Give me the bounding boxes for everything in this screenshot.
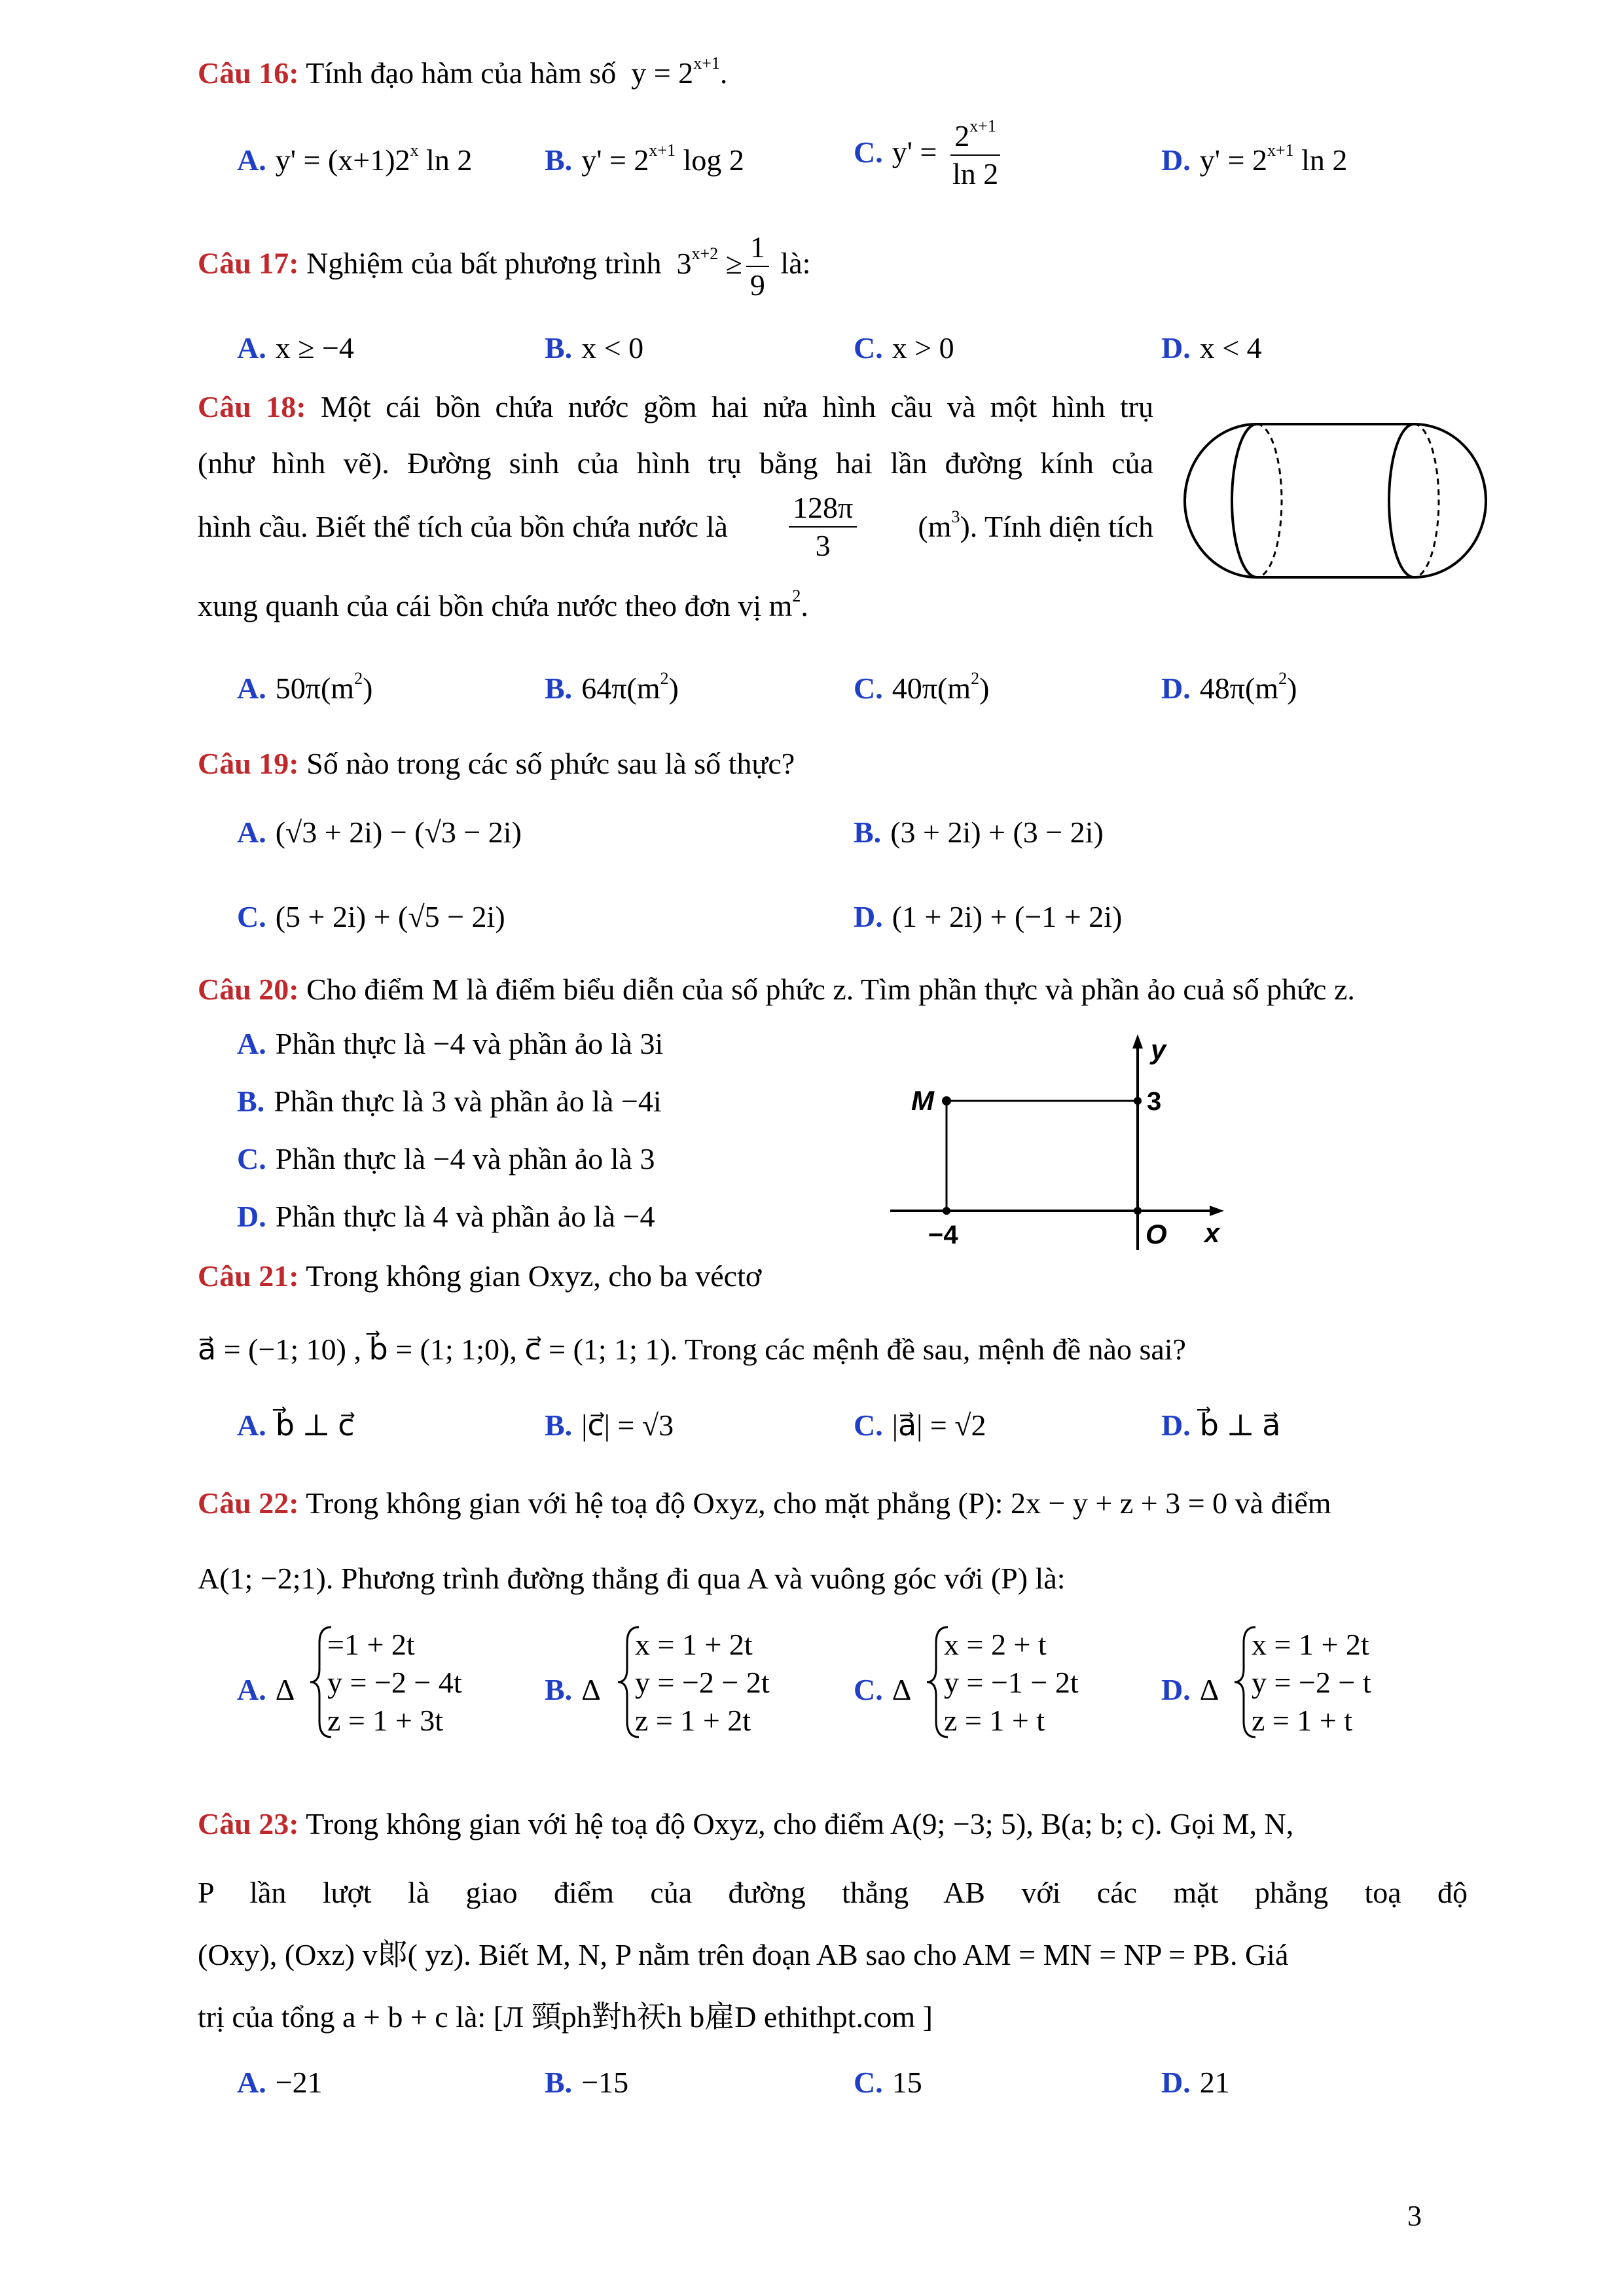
option-text: y' = 2	[1199, 143, 1267, 177]
question-16	[198, 52, 1468, 94]
option-letter: C.	[854, 672, 883, 705]
delta-symbol: Δ	[581, 1673, 601, 1706]
option-c[interactable]	[854, 1672, 911, 1707]
question-label: Câu 16:	[198, 56, 299, 90]
option-letter: B.	[545, 672, 573, 705]
option-letter: A.	[237, 1408, 266, 1442]
option-text: −21	[275, 2066, 323, 2099]
system-line: y = −2 − 2t	[635, 1666, 770, 1699]
question-21	[198, 1255, 1468, 1297]
right-visible-arc	[1389, 424, 1414, 577]
question-text: Trong không gian Oxyz, cho ba véctơ	[306, 1259, 762, 1293]
option-text: 15	[892, 2066, 922, 2099]
fraction	[789, 490, 857, 564]
delta-symbol: Δ	[1199, 1673, 1219, 1706]
option-letter: B.	[545, 1673, 573, 1706]
expr-base: y = 2	[631, 56, 694, 90]
question-line: (như hình vẽ). Đường sinh của hình trụ bằng hai lần đường kính của	[198, 446, 1153, 480]
question-text: Trong không gian với hệ toạ độ Oxyz, cho điểm A(9; −3; 5), B(a; b; c). Gọi M, N,	[306, 1807, 1294, 1840]
origin-label: O	[1146, 1219, 1167, 1249]
option-b[interactable]	[545, 143, 744, 177]
unit-sup: 2	[792, 586, 801, 605]
point-origin	[1134, 1207, 1142, 1215]
option-letter: A.	[237, 1673, 266, 1706]
option-text: 21	[1199, 2066, 1230, 2099]
option-text-end: )	[668, 672, 679, 705]
left-visible-arc	[1232, 424, 1257, 577]
option-letter: D.	[854, 900, 883, 933]
system-line: y = −2 − t	[1252, 1666, 1371, 1699]
option-letter: C.	[854, 135, 883, 169]
question-label: Câu 19:	[198, 747, 299, 780]
fraction-numerator: 128π	[789, 490, 857, 528]
expr-exponent: x+2	[691, 243, 719, 263]
y-axis-label: y	[1151, 1034, 1166, 1065]
option-text: b⃗ ⊥ a⃗	[1199, 1408, 1281, 1442]
option-sup: x+1	[1267, 141, 1294, 160]
question-line	[198, 585, 1153, 627]
expr-relation: ≥	[725, 246, 742, 280]
question-18	[198, 386, 1153, 627]
fraction-denominator: ln 2	[952, 157, 999, 190]
option-letter: C.	[854, 1408, 883, 1442]
question-23-line3: (Oxy), (Oxz) v郞( yz). Biết M, N, P nằm trên đoạn AB sao cho AM = MN = NP = PB. Giá	[198, 1938, 1289, 1971]
option-c[interactable]	[854, 1407, 986, 1443]
option-letter: A.	[237, 2066, 266, 2099]
option-d[interactable]	[1161, 1672, 1219, 1707]
expr-end: .	[719, 56, 728, 90]
option-d[interactable]	[237, 1199, 655, 1234]
left-hidden-arc	[1257, 424, 1282, 577]
question-text: Số nào trong các số phức sau là số thực?	[306, 747, 795, 780]
question-text-end: ). Tính diện tích	[960, 510, 1153, 543]
option-text-end: )	[363, 672, 373, 705]
question-23-line2: P lần lượt là giao điểm của đường thẳng AB với các mặt phẳng toạ độ	[198, 1876, 1468, 1909]
x-axis-label: x	[1204, 1217, 1220, 1248]
option-text-end: ln 2	[1293, 143, 1348, 177]
delta-symbol: Δ	[275, 1673, 295, 1706]
question-text-end: .	[801, 589, 808, 622]
option-c[interactable]	[854, 2065, 922, 2100]
option-letter: B.	[545, 2066, 573, 2099]
x-tick-label: −4	[928, 1221, 958, 1249]
question-label: Câu 23:	[198, 1807, 299, 1840]
question-17	[198, 229, 1468, 304]
option-text: (5 + 2i) + (√5 − 2i)	[275, 900, 505, 933]
question-label: Câu 18:	[198, 390, 306, 423]
option-text: 40π(m	[892, 672, 971, 705]
option-b[interactable]	[545, 671, 679, 706]
point-m-label: M	[911, 1085, 934, 1116]
page-number: 3	[1407, 2200, 1422, 2232]
option-text: Phần thực là 4 và phần ảo là −4	[275, 1200, 655, 1233]
question-text: Nghiệm của bất phương trình	[306, 246, 662, 280]
option-letter: A.	[237, 672, 266, 705]
option-letter: A.	[237, 331, 266, 365]
expr-base: 3	[676, 246, 692, 280]
option-b[interactable]	[854, 815, 1104, 850]
option-letter: C.	[854, 331, 883, 365]
option-text: 50π(m	[275, 672, 355, 705]
system-d	[1232, 1623, 1454, 1741]
option-b[interactable]	[237, 1084, 662, 1119]
option-text-end: )	[1287, 672, 1297, 705]
question-21-vectors: a⃗ = (−1; 10) , b⃗ = (1; 1;0), c⃗ = (1; 1; 1). Trong các mệnh đề sau, mệnh đề nào sai?	[198, 1333, 1186, 1366]
question-text: Tính đạo hàm của hàm số	[306, 56, 617, 90]
option-letter: A.	[237, 1027, 266, 1060]
question-text: Một cái bồn chứa nước gồm hai nửa hình cầu và một hình trụ	[320, 390, 1153, 423]
option-sup: 2	[1278, 669, 1288, 688]
option-c[interactable]	[854, 671, 989, 706]
option-b[interactable]	[545, 331, 643, 365]
option-text: x < 0	[581, 331, 644, 365]
question-line	[198, 386, 1153, 428]
fraction-numerator: 2	[954, 119, 970, 152]
expression	[624, 56, 728, 90]
option-letter: D.	[237, 1200, 266, 1233]
option-text: |a⃗| = √2	[892, 1408, 986, 1442]
option-text: x > 0	[892, 331, 954, 365]
option-text: Phần thực là −4 và phần ảo là 3	[275, 1142, 655, 1175]
question-label: Câu 17:	[198, 246, 299, 280]
option-letter: D.	[1161, 331, 1191, 365]
question-23-line4: trị của tổng a + b + c là: [Л 頸ph對h祆h b雇D ethithpt.com ]	[198, 2000, 933, 2034]
option-text: (√3 + 2i) − (√3 − 2i)	[275, 816, 522, 849]
option-a[interactable]	[237, 1407, 354, 1443]
option-letter: A.	[237, 143, 266, 177]
x-axis-arrow	[1210, 1206, 1224, 1216]
option-text-end: )	[979, 672, 990, 705]
option-text: x < 4	[1199, 331, 1262, 365]
option-b[interactable]	[545, 1407, 674, 1443]
y-tick-label: 3	[1147, 1087, 1162, 1116]
option-text: 48π(m	[1199, 672, 1279, 705]
option-letter: C.	[854, 1673, 883, 1706]
fraction-denominator: 3	[815, 529, 831, 562]
option-a[interactable]	[237, 671, 372, 706]
option-a[interactable]	[237, 2065, 323, 2100]
option-sup: 2	[971, 669, 980, 688]
point-m	[942, 1096, 951, 1105]
option-d[interactable]	[1161, 2065, 1230, 2100]
option-b[interactable]	[545, 1672, 601, 1707]
option-text: x ≥ −4	[275, 331, 354, 365]
option-letter: B.	[237, 1085, 265, 1118]
system-line: z = 1 + t	[944, 1704, 1045, 1737]
y-axis-arrow	[1132, 1034, 1143, 1049]
option-text: b⃗ ⊥ c⃗	[275, 1408, 355, 1442]
option-b[interactable]	[545, 2065, 628, 2100]
option-a[interactable]	[237, 1026, 663, 1061]
question-22-line2: A(1; −2;1). Phương trình đường thẳng đi qua A và vuông góc với (P) là:	[198, 1562, 1066, 1595]
option-letter: B.	[545, 1408, 573, 1442]
option-letter: C.	[854, 2066, 883, 2099]
fraction-numerator: 1	[746, 229, 769, 267]
option-sup: x+1	[649, 141, 676, 160]
option-text: Phần thực là −4 và phần ảo là 3i	[275, 1027, 664, 1060]
expression	[669, 230, 773, 302]
option-text: Phần thực là 3 và phần ảo là −4i	[274, 1085, 662, 1118]
option-sup: 2	[354, 669, 363, 688]
question-label: Câu 21:	[198, 1259, 299, 1293]
option-text: y' = 2	[581, 143, 649, 177]
option-text: (3 + 2i) + (3 − 2i)	[890, 816, 1104, 849]
system-line: x = 2 + t	[944, 1628, 1047, 1661]
expr-exponent: x+1	[693, 54, 720, 73]
system-line: x = 1 + 2t	[635, 1628, 753, 1661]
tank-figure	[1178, 419, 1492, 583]
question-20	[198, 969, 1494, 1011]
system-line: z = 1 + t	[1252, 1704, 1353, 1737]
option-c[interactable]	[237, 1141, 655, 1176]
question-text: xung quanh của cái bồn chứa nước theo đơn vị m	[198, 589, 793, 622]
option-sup: x	[410, 141, 419, 160]
question-text: hình cầu. Biết thể tích của bồn chứa nước là	[198, 510, 728, 543]
option-letter: D.	[1161, 1673, 1191, 1706]
option-d[interactable]	[1161, 143, 1347, 177]
system-a	[308, 1623, 530, 1741]
option-text: −15	[581, 2066, 629, 2099]
question-line	[198, 490, 1153, 564]
system-line: =1 + 2t	[327, 1628, 415, 1661]
option-text-end: ln 2	[418, 143, 473, 177]
option-sup: 2	[660, 669, 669, 688]
option-a[interactable]	[237, 815, 522, 850]
unit-sup: 3	[951, 507, 960, 526]
option-letter: C.	[237, 900, 266, 933]
option-letter: C.	[237, 1142, 266, 1175]
option-d[interactable]	[1161, 331, 1262, 365]
option-letter: B.	[854, 816, 882, 849]
option-text: y' = (x+1)2	[275, 143, 410, 177]
option-text-end: log 2	[676, 143, 744, 177]
option-letter: D.	[1161, 1408, 1191, 1442]
option-text: |c⃗| = √3	[581, 1408, 674, 1442]
question-label: Câu 20:	[198, 973, 299, 1006]
option-letter: D.	[1161, 143, 1191, 177]
delta-symbol: Δ	[892, 1673, 912, 1706]
option-letter: B.	[545, 331, 573, 365]
option-d[interactable]	[854, 899, 1122, 934]
fraction-denominator: 9	[749, 268, 765, 302]
system-line: z = 1 + 3t	[327, 1704, 444, 1737]
question-label: Câu 22:	[198, 1486, 299, 1520]
option-text: y' =	[892, 135, 937, 169]
option-letter: B.	[545, 143, 573, 177]
question-text: Cho điểm M là điểm biểu diễn của số phức z. Tìm phần thực và phần ảo cuả số phức z.	[306, 973, 1355, 1006]
option-c[interactable]	[854, 331, 954, 365]
question-text-end: là:	[780, 246, 811, 280]
system-c	[924, 1623, 1147, 1741]
option-d[interactable]	[1161, 1407, 1280, 1443]
system-line: z = 1 + 2t	[635, 1704, 751, 1737]
question-19	[198, 743, 1468, 785]
option-letter: D.	[1161, 2066, 1191, 2099]
numerator-sup: x+1	[969, 117, 996, 135]
complex-plane-figure	[890, 1034, 1257, 1270]
option-a[interactable]	[237, 143, 472, 177]
system-b	[615, 1623, 838, 1741]
fraction	[948, 118, 1002, 192]
unit-text: (m	[918, 510, 952, 543]
option-text: (1 + 2i) + (−1 + 2i)	[892, 900, 1123, 933]
system-line: x = 1 + 2t	[1252, 1628, 1369, 1661]
question-22	[198, 1482, 1468, 1524]
system-line: y = −2 − 4t	[327, 1666, 462, 1699]
option-d[interactable]	[1161, 671, 1297, 706]
system-line: y = −1 − 2t	[944, 1666, 1079, 1699]
option-c[interactable]	[854, 118, 1006, 192]
right-hidden-arc	[1414, 424, 1439, 577]
unit	[918, 506, 1153, 548]
point-x-4	[943, 1207, 950, 1215]
point-y3	[1134, 1097, 1142, 1105]
option-a[interactable]	[237, 1672, 295, 1707]
option-letter: A.	[237, 816, 266, 849]
question-text: Trong không gian với hệ toạ độ Oxyz, cho mặt phẳng (P): 2x − y + z + 3 = 0 và điểm	[306, 1486, 1331, 1520]
option-c[interactable]	[237, 899, 505, 934]
option-text: 64π(m	[581, 672, 660, 705]
option-letter: D.	[1161, 672, 1191, 705]
fraction	[746, 229, 769, 304]
question-23	[198, 1803, 1468, 1845]
tank-outline	[1185, 424, 1486, 577]
option-a[interactable]	[237, 331, 354, 365]
